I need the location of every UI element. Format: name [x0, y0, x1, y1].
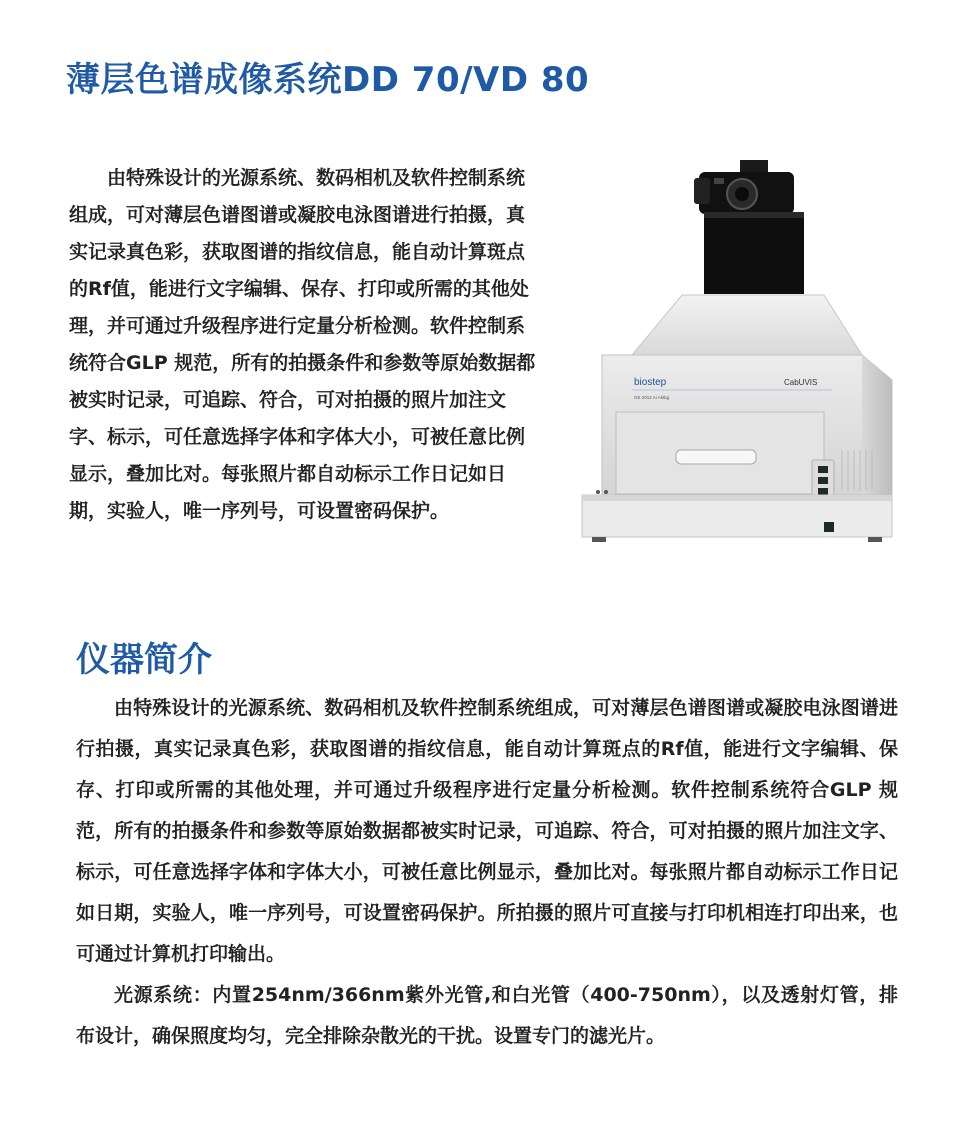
section-paragraph-1: 由特殊设计的光源系统、数码相机及软件控制系统组成，可对薄层色谱图谱或凝胶电泳图谱进行拍摄，真实记录真色彩，获取图谱的指纹信息，能自动计算斑点的Rf值，能进行文字编辑、保存、打印或所需的其他处理，并可通过升级程序进行定量分析检测。软件控制系统符合GLP 规范，所有的拍摄条件和参数等原始数据都被实时记录，可追踪、符合，可对拍摄的照片加注文字、标示，可任意选择字体和字体大小，可被任意比例显示，叠加比对。每张照片都自动标示工作日记如日期，实验人，唯一序列号，可设置密码保护。所拍摄的照片可直接与打印机相连打印出来，也可通过计算机打印输出。 — [76, 697, 898, 965]
model-label: CabUVIS — [784, 378, 818, 387]
section-paragraph-2: 光源系统：内置254nm/366nm紫外光管,和白光管（400-750nm），以及透射灯管，排布设计，确保照度均匀，完全排除杂散光的干扰。设置专门的滤光片。 — [76, 984, 898, 1047]
section-body — [76, 688, 898, 1057]
camera-icon — [694, 160, 794, 214]
brand-sub-label: GE 2012 Ai Aktbg — [634, 395, 670, 400]
intro-paragraph: 由特殊设计的光源系统、数码相机及软件控制系统组成，可对薄层色谱图谱或凝胶电泳图谱进行拍摄，真实记录真色彩，获取图谱的指纹信息，能自动计算斑点的Rf值，能进行文字编辑、保存、打印或所需的其他处理，并可通过升级程序进行定量分析检测。软件控制系统符合GLP 规范，所有的拍摄条件和参数等原始数据都被实时记录，可追踪、符合，可对拍摄的照片加注文字、标示，可任意选择字体和字体大小，可被任意比例显示，叠加比对。每张照片都自动标示工作日记如日期，实验人，唯一序列号，可设置密码保护。 — [69, 167, 536, 522]
intro-block — [69, 160, 539, 530]
page-title: 薄层色谱成像系统DD 70/VD 80 — [66, 60, 590, 100]
brand-label: biostep — [634, 377, 667, 388]
product-image — [572, 150, 902, 550]
section-title: 仪器简介 — [76, 640, 212, 680]
